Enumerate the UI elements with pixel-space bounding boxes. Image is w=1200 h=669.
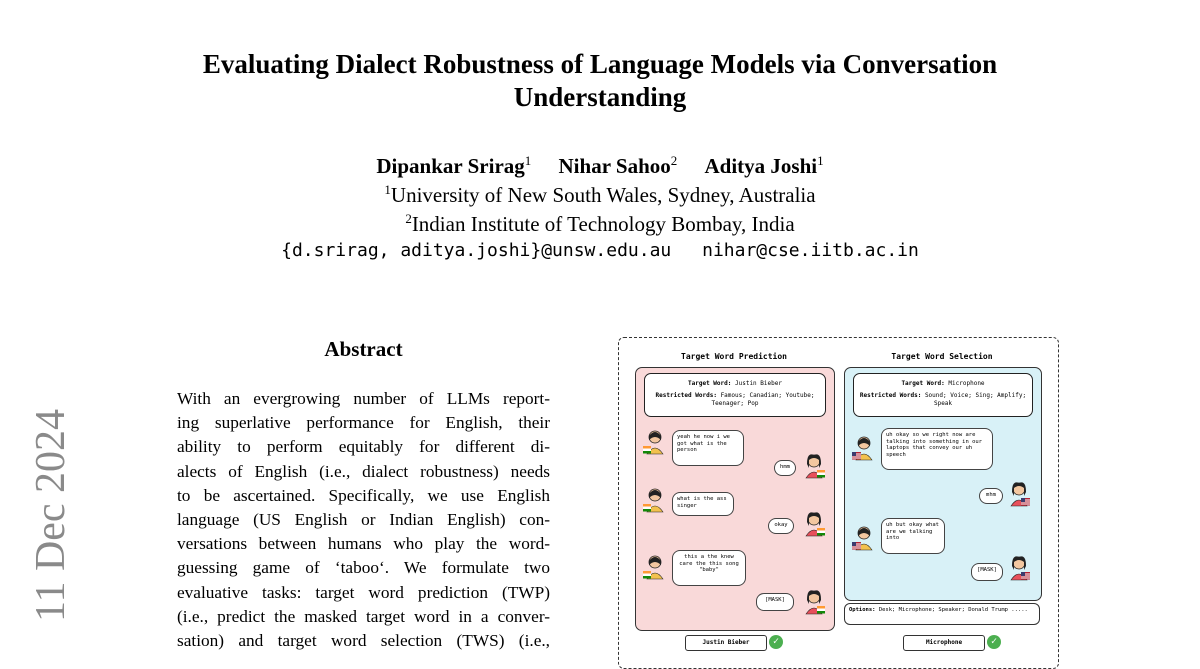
- twp-bubble: okay: [768, 518, 794, 534]
- label: Restricted Words:: [655, 392, 717, 399]
- abstract-line: versations between humans who play the word-: [177, 534, 550, 554]
- abstract-line: language (US English or Indian English) con-: [177, 510, 550, 530]
- taboo-task-figure: [618, 337, 1059, 669]
- affiliation-text: University of New South Wales, Sydney, Australia: [390, 183, 816, 207]
- abstract-line: alects of English (i.e., dialect robustness) needs: [177, 461, 550, 481]
- indian-speaker-avatar-icon: [642, 488, 664, 514]
- email-group-1[interactable]: {d.srirag, aditya.joshi}@unsw.edu.au: [281, 240, 672, 261]
- abstract-line: evaluative tasks: target word prediction (TWP): [177, 582, 550, 602]
- affiliation-number: 1: [384, 182, 391, 197]
- author: [376, 154, 531, 178]
- twp-target-box: [644, 373, 826, 417]
- abstract-line: guessing game of ‘taboo‘. We formulate two: [177, 558, 550, 578]
- twp-bubble: hmm: [774, 460, 796, 476]
- abstract-line: With an evergrowing number of LLMs report-: [177, 389, 550, 408]
- tws-options-list: Desk; Microphone; Speaker; Donald Trump .....: [878, 607, 1028, 613]
- paper-title-line-1: Evaluating Dialect Robustness of Language Models via Conversation: [202, 49, 998, 79]
- twp-bubble: this a the knew care the this song "baby": [672, 550, 746, 586]
- twp-panel: [635, 367, 835, 631]
- check-circle-icon: ✓: [987, 635, 1001, 649]
- email-group-2[interactable]: nihar@cse.iitb.ac.in: [702, 240, 919, 261]
- author-list: [0, 153, 1200, 179]
- us-speaker-avatar-icon: [851, 526, 873, 552]
- abstract-heading: Abstract: [324, 337, 403, 361]
- tws-bubble: uh okay so we right now are talking into something in our laptops that convey our uh speech: [881, 428, 993, 470]
- us-speaker-avatar-icon: [851, 436, 873, 462]
- abstract-body: [177, 387, 550, 653]
- paper-title: [0, 48, 1200, 114]
- affiliation-1: [0, 182, 1200, 208]
- author: [705, 154, 824, 178]
- affiliation-text: Indian Institute of Technology Bombay, India: [411, 212, 795, 236]
- tws-bubble: uh but okay what are we talking into: [881, 518, 945, 554]
- author-affiliation-mark: 1: [524, 153, 532, 168]
- label: Options:: [849, 607, 876, 613]
- affiliation-2: [0, 211, 1200, 237]
- abstract-line: sation) and target word selection (TWS) (i.e.,: [177, 631, 550, 651]
- indian-guesser-avatar-icon: [804, 512, 826, 538]
- twp-answer: Justin Bieber: [685, 635, 767, 651]
- tws-mask-bubble: [MASK]: [971, 563, 1003, 581]
- author-name: Aditya Joshi: [704, 154, 818, 178]
- twp-bubble: yeah he now i we got what is the person: [672, 430, 744, 466]
- us-guesser-avatar-icon: [1009, 482, 1031, 508]
- author-name: Dipankar Srirag: [376, 154, 525, 178]
- tws-target-box: [853, 373, 1033, 417]
- tws-answer: Microphone: [903, 635, 985, 651]
- author-emails: [0, 240, 1200, 261]
- indian-guesser-avatar-icon: [804, 454, 826, 480]
- twp-target-word: Justin Bieber: [735, 380, 782, 387]
- abstract-line: ing superlative performance for English, their: [177, 413, 550, 433]
- indian-guesser-avatar-icon: [804, 590, 826, 616]
- author-affiliation-mark: 2: [670, 153, 678, 168]
- label: Target Word:: [901, 380, 945, 387]
- twp-bubble: what is the ass singer: [672, 492, 734, 516]
- indian-speaker-avatar-icon: [642, 430, 664, 456]
- tws-restricted-words: Sound; Voice; Sing; Amplify; Speak: [924, 392, 1027, 407]
- twp-restricted-words: Famous; Canadian; Youtube; Teenager; Pop: [711, 392, 815, 407]
- label: Restricted Words:: [859, 392, 922, 399]
- affiliation-number: 2: [405, 211, 412, 226]
- tws-bubble: mhm: [979, 488, 1003, 504]
- tws-target-word: Microphone: [948, 380, 985, 387]
- author-affiliation-mark: 1: [817, 153, 824, 168]
- indian-speaker-avatar-icon: [642, 555, 664, 581]
- author: [559, 154, 678, 178]
- twp-title: Target Word Prediction: [681, 352, 787, 361]
- abstract-line: (i.e., predict the masked target word in a conver-: [177, 606, 550, 626]
- twp-mask-bubble: [MASK]: [756, 593, 794, 611]
- check-circle-icon: ✓: [769, 635, 783, 649]
- arxiv-date-stamp: 11 Dec 2024: [28, 408, 74, 622]
- abstract-line: to be ascertained. Specifically, we use English: [177, 485, 550, 505]
- abstract-line: ability to perform equitably for different di-: [177, 437, 550, 457]
- paper-title-line-2: Understanding: [513, 82, 687, 112]
- tws-options-box: [844, 603, 1040, 625]
- label: Target Word:: [688, 380, 732, 387]
- us-guesser-avatar-icon: [1009, 556, 1031, 582]
- tws-title: Target Word Selection: [891, 352, 993, 361]
- author-name: Nihar Sahoo: [558, 154, 671, 178]
- tws-panel: [844, 367, 1042, 601]
